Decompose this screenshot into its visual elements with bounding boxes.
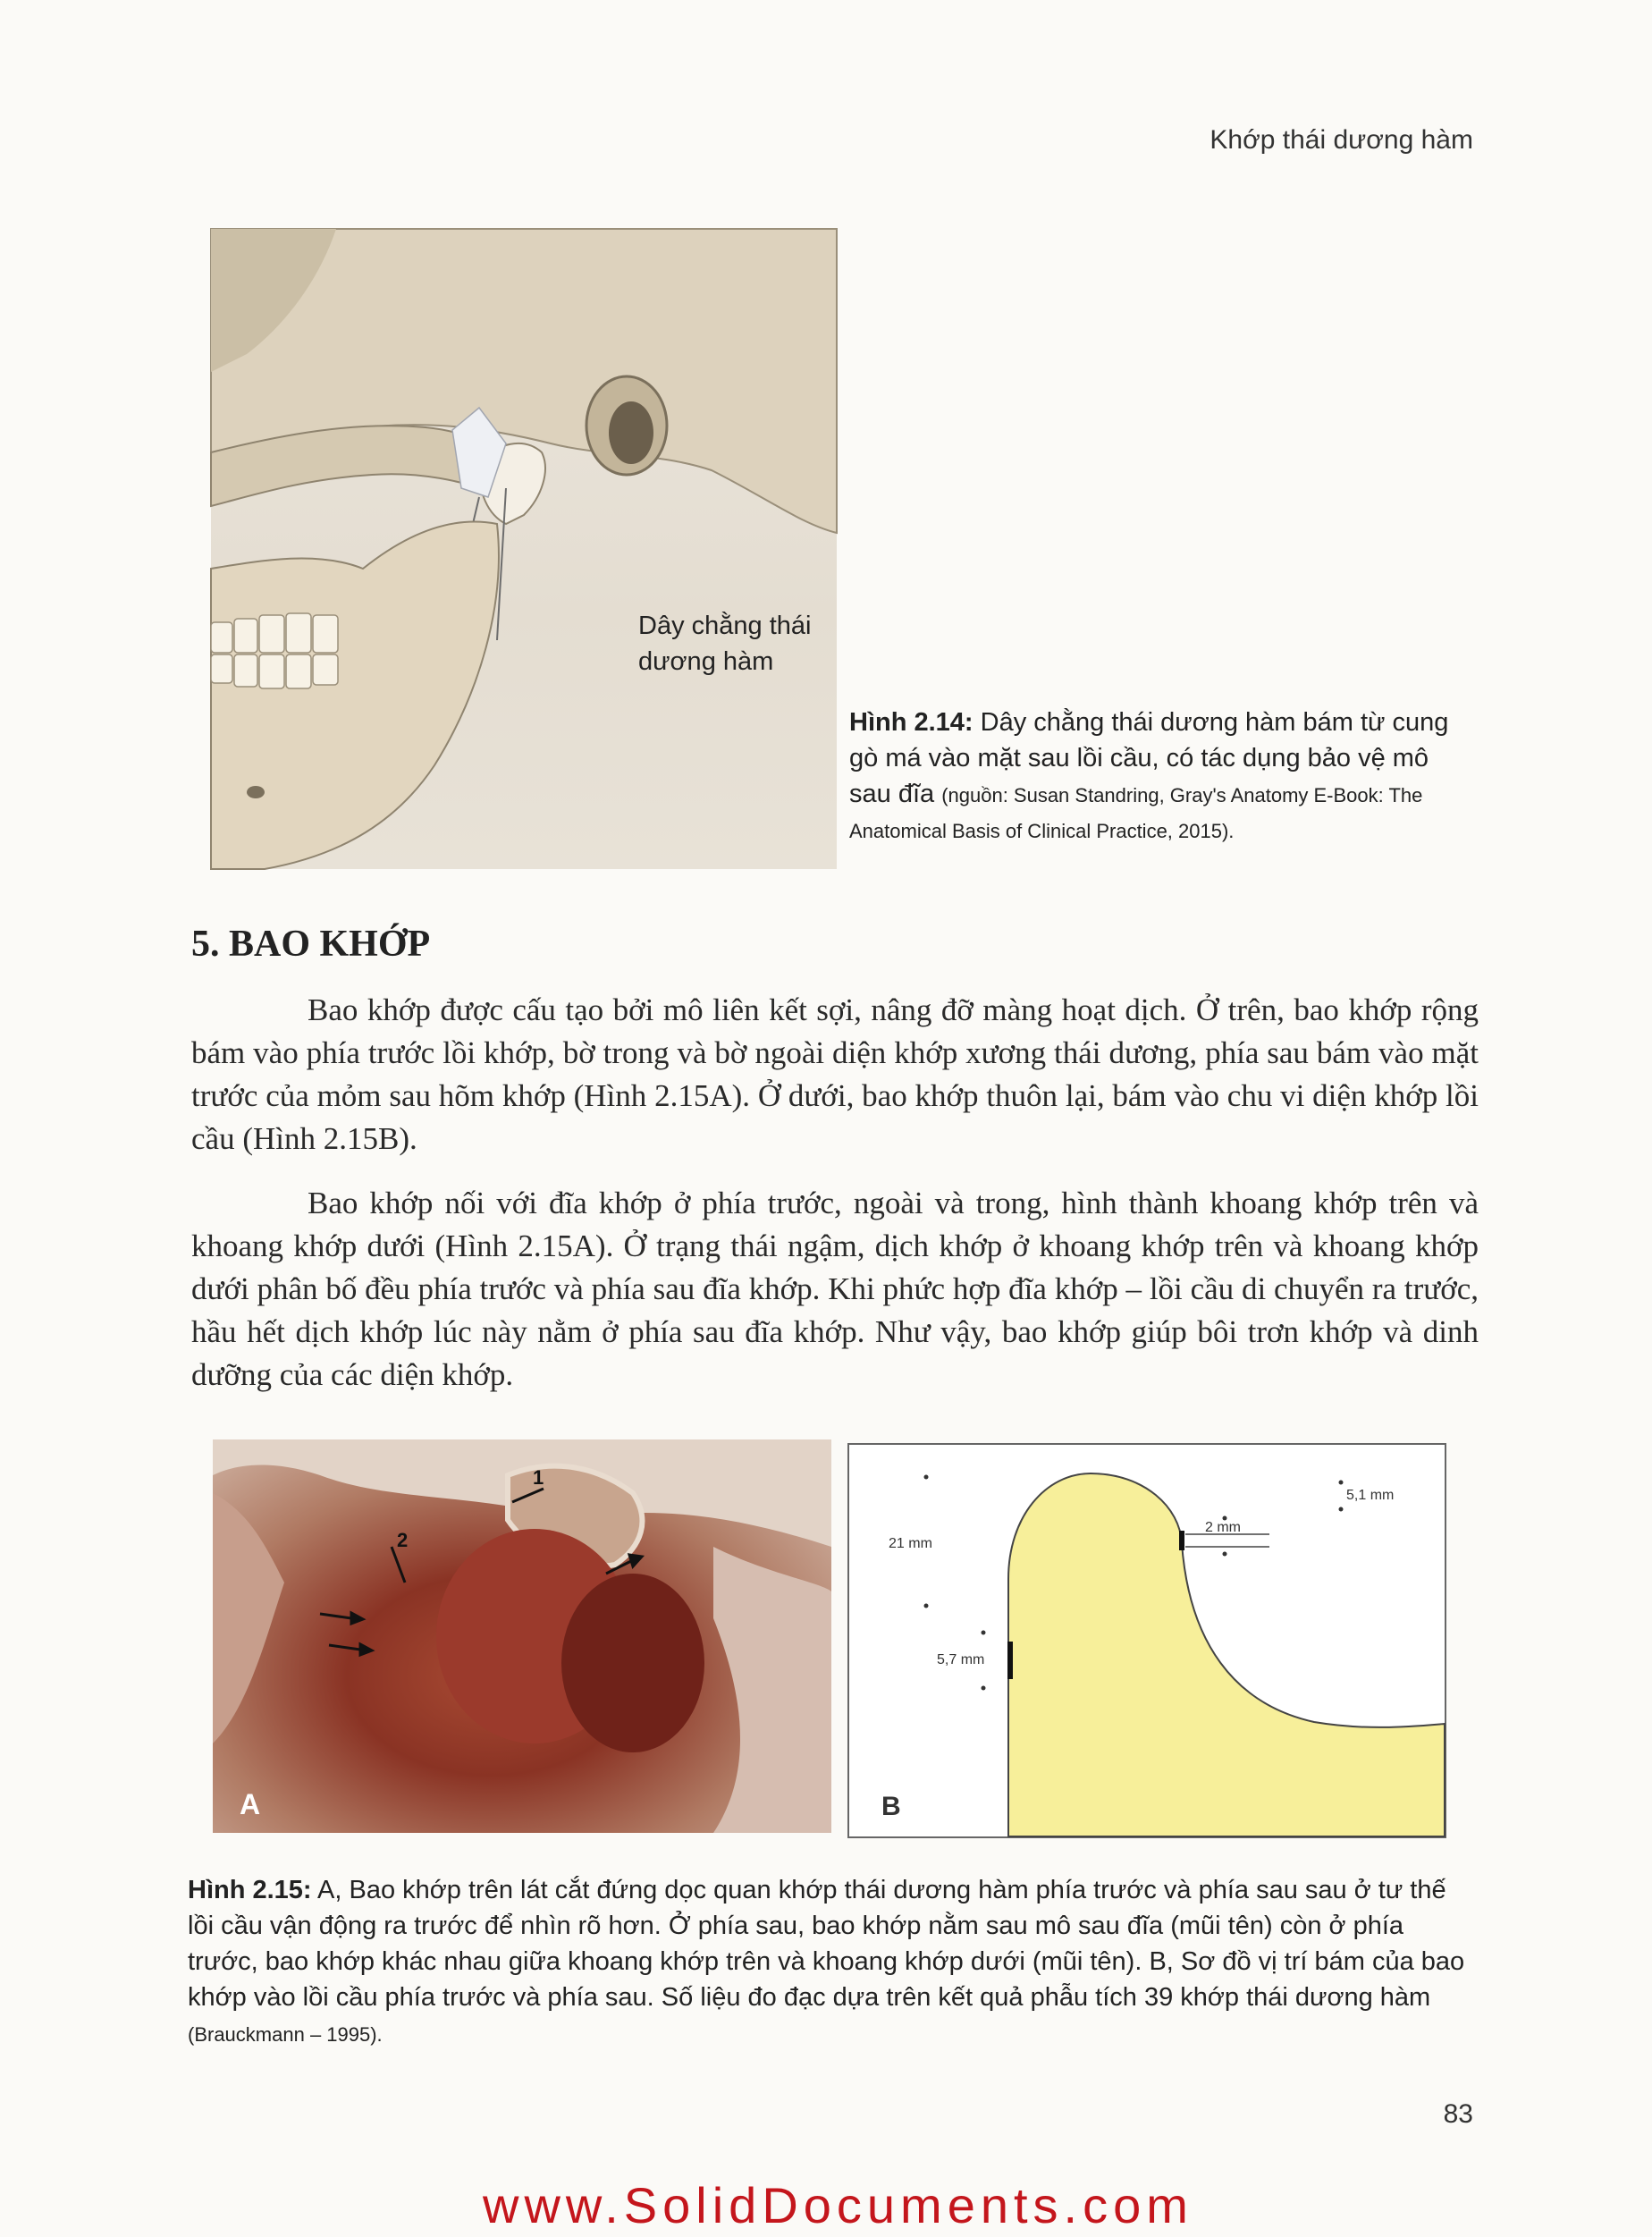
figure-2-15-caption: [188, 1872, 1475, 2053]
paragraph: Bao khớp được cấu tạo bởi mô liên kết sợi, nâng đỡ màng hoạt dịch. Ở trên, bao khớp rộng bám vào phía trước lồi khớp, bờ trong và bờ ngoài diện khớp xương thái dương, phía sau bám vào mặt trước của mỏm sau hõm khớp (Hình 2.15A). Ở dưới, bao khớp thuôn lại, bám vào chu vi diện khớp lồi cầu (Hình 2.15B).: [191, 992, 1479, 1156]
footer-url: www.SolidDocuments.com: [483, 2177, 1193, 2233]
caption-label: Hình 2.15:: [188, 1876, 312, 1904]
measurement-5-7mm: 5,7 mm: [937, 1652, 985, 1667]
section-title: 5. BAO KHỚP: [191, 924, 431, 965]
measurement-2mm: 2 mm: [1205, 1520, 1241, 1535]
caption-label: Hình 2.14:: [849, 708, 974, 737]
condyle-schematic: [847, 1443, 1446, 1838]
skull-drawing: [211, 229, 837, 869]
chapter-header: Khớp thái dương hàm: [1210, 125, 1473, 155]
ligament-label: Dây chằng thái dương hàm: [638, 612, 812, 676]
caption-text: Dây chằng thái dương hàm bám từ cung gò má vào mặt sau lồi cầu, có tác dụng bảo vệ mô sau đĩa: [849, 708, 1449, 808]
skull-ligament-illustration: [211, 229, 837, 869]
panel-letter-b: B: [881, 1792, 901, 1821]
paragraph: Bao khớp nối với đĩa khớp ở phía trước, ngoài và trong, hình thành khoang khớp trên và khoang khớp dưới (Hình 2.15A). Ở trạng thái ngậm, dịch khớp ở khoang khớp trên và khoang khớp dưới phân bố đều phía trước và phía sau đĩa khớp. Khi phức hợp đĩa khớp – lồi cầu di chuyển ra trước, hầu hết dịch khớp lúc này nằm ở phía sau đĩa khớp. Như vậy, bao khớp giúp bôi trơn khớp và dinh dưỡng của các diện khớp.: [191, 1186, 1479, 1392]
measurement-5-1mm: 5,1 mm: [1346, 1488, 1395, 1503]
panel-letter-a: A: [240, 1788, 261, 1820]
dissection-photo: [213, 1439, 831, 1833]
dissection-drawing: [213, 1439, 831, 1833]
page-number: 83: [1443, 2099, 1473, 2129]
figure-2-14-caption: [849, 705, 1466, 848]
caption-source: (nguồn: Susan Standring, Gray's Anatomy E-Book: The Anatomical Basis of Clinical Practice, 2015).: [849, 784, 1423, 842]
measurement-21mm: 21 mm: [889, 1536, 932, 1551]
marker-1: 1: [533, 1466, 544, 1489]
marker-2: 2: [397, 1529, 409, 1551]
caption-source: (Brauckmann – 1995).: [188, 2023, 383, 2046]
caption-text: A, Bao khớp trên lát cắt đứng dọc quan khớp thái dương hàm phía trước và phía sau sau ở tư thế lồi cầu vận động ra trước để nhìn rõ hơn. Ở phía sau, bao khớp nằm sau mô sau đĩa (mũi tên) còn ở phía trước, bao khớp khác nhau giữa khoang khớp trên và khoang khớp dưới (mũi tên). B, Sơ đồ vị trí bám của bao khớp vào lồi cầu phía trước và phía sau. Số liệu đo đạc dựa trên kết quả phẫu tích 39 khớp thái dương hàm: [188, 1876, 1465, 2012]
